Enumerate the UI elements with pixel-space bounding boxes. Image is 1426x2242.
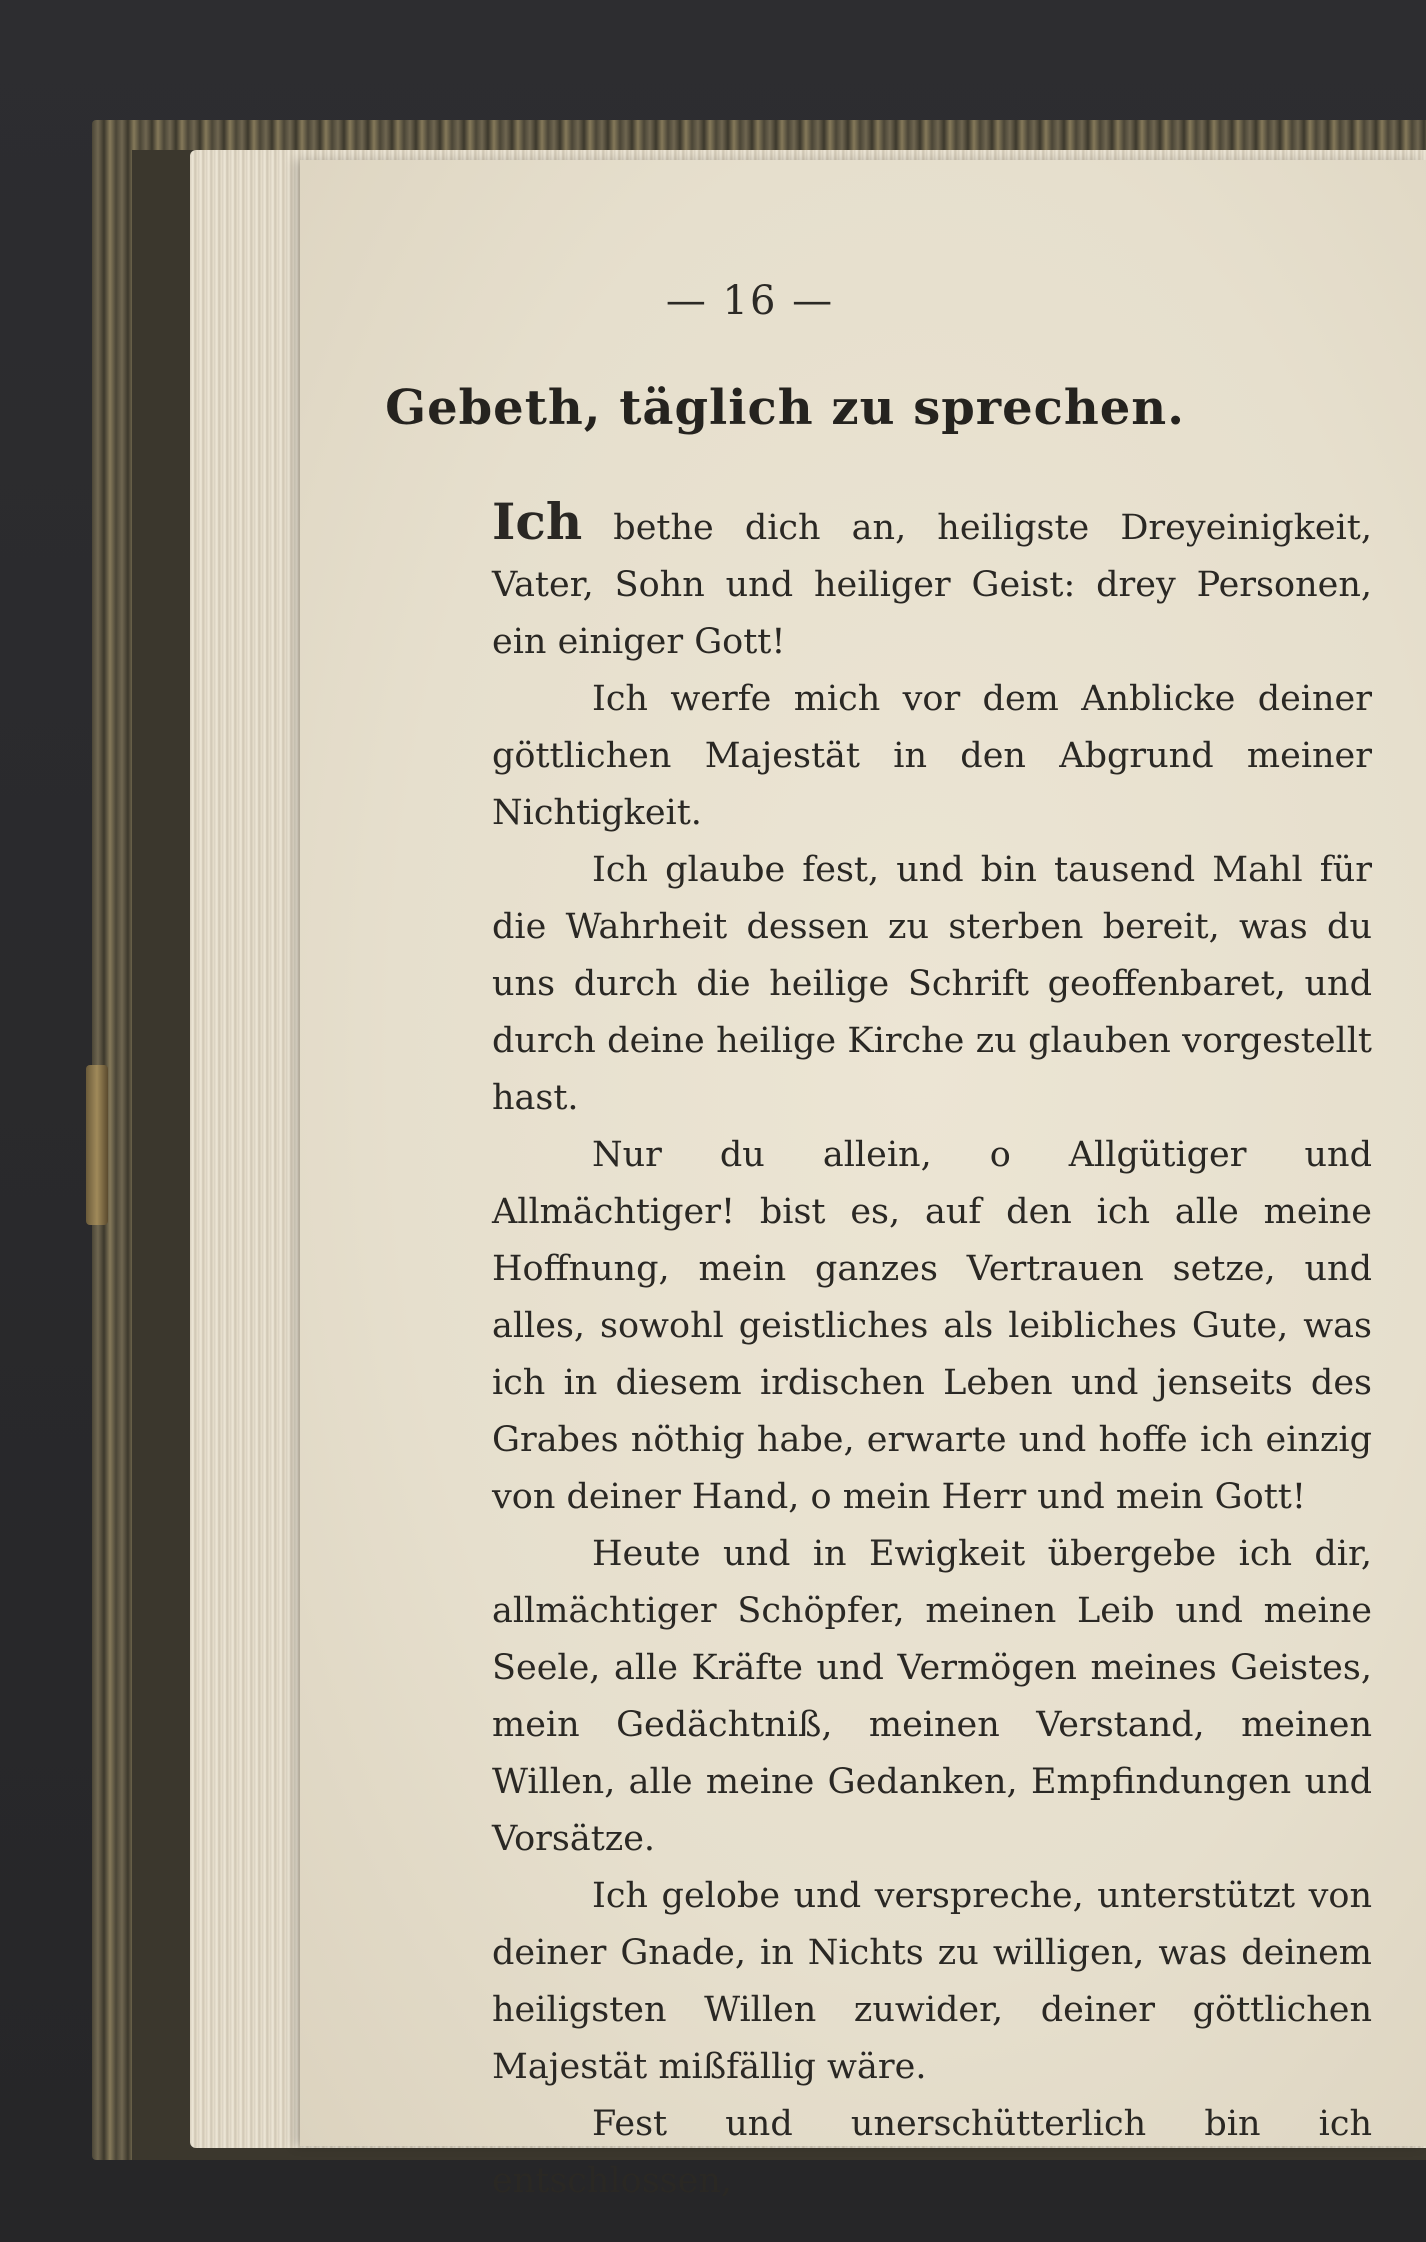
page-title: Gebeth, täglich zu sprechen.	[385, 380, 1185, 436]
paragraph-6	[492, 1868, 1372, 2096]
paragraph-text: Nur du allein, o Allgütiger und Allmächtiger! bist es, auf den ich alle meine Hoffnung, mein ganzes Vertrauen setze, und alles, sowohl geistliches als leibliches Gute, was ich in diesem irdischen Leben und jenseits des Grabes nöthig habe, erwarte und hoffe ich einzig von deiner Hand, o mein Herr und mein Gott!	[492, 1135, 1372, 1517]
paragraph-4	[492, 1127, 1372, 1526]
book-clasp	[86, 1065, 108, 1225]
paragraph-text: bethe dich an, heiligste Dreyeinigkeit, Vater, Sohn und heiliger Geist: drey Personen, ein einiger Gott!	[492, 508, 1372, 662]
paragraph-3	[492, 842, 1372, 1127]
paragraph-text: Ich glaube fest, und bin tausend Mahl für die Wahrheit dessen zu sterben bereit, was du uns durch die heilige Schrift geoffenbaret, und durch deine heilige Kirche zu glauben vorgestellt hast.	[492, 850, 1372, 1118]
paragraph-7	[492, 2096, 1372, 2210]
page-number: — 16 —	[665, 278, 835, 324]
paragraph-text: Fest und unerschütterlich bin ich entschlossen,	[492, 2104, 1372, 2201]
paragraph-text: Ich gelobe und verspreche, unterstützt von deiner Gnade, in Nichts zu willigen, was deinem heiligsten Willen zuwider, deiner göttlichen Majestät mißfällig wäre.	[492, 1876, 1372, 2087]
paragraph-text: Heute und in Ewigkeit übergebe ich dir, allmächtiger Schöpfer, meinen Leib und meine Seele, alle Kräfte und Vermögen meines Geistes, mein Gedächtniß, meinen Verstand, meinen Willen, alle meine Gedanken, Empfindungen und Vorsätze.	[492, 1534, 1372, 1859]
paragraph-1	[492, 492, 1372, 671]
paragraph-5	[492, 1526, 1372, 1868]
prayer-text	[492, 492, 1372, 2210]
initial-word: Ich	[492, 492, 583, 551]
paragraph-2	[492, 671, 1372, 842]
paragraph-text: Ich werfe mich vor dem Anblicke deiner göttlichen Majestät in den Abgrund meiner Nichtigkeit.	[492, 679, 1372, 833]
